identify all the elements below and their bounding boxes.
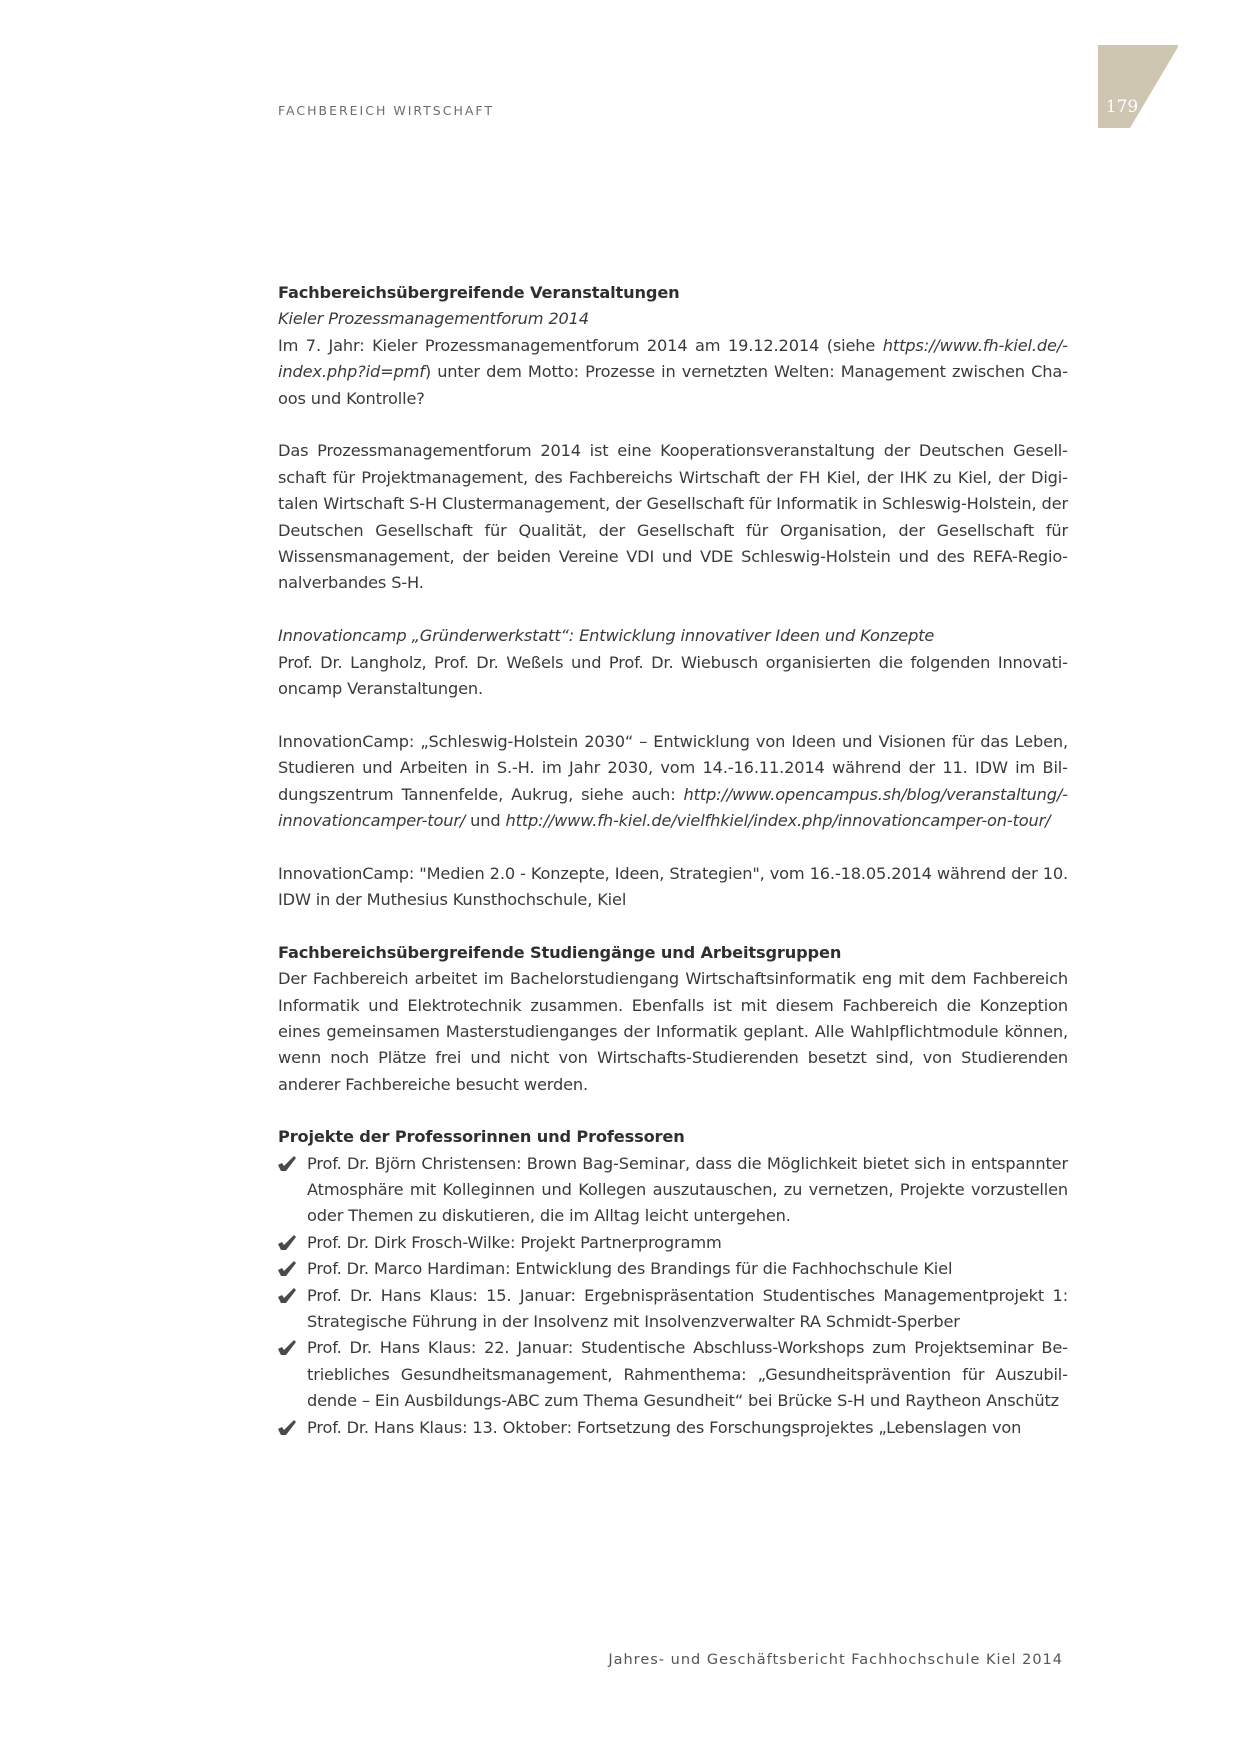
list-item xyxy=(278,1335,1068,1414)
page-number: 179 xyxy=(1105,97,1139,117)
pmf-link[interactable]: https://www.fh-kiel.de/index.php?id=pmf xyxy=(278,335,1068,382)
pmf-rest-text: ) unter dem Motto: Prozesse in vernetzten Welten: Management zwischen Chaoos und Kontrolle? xyxy=(278,362,1068,408)
list-item xyxy=(278,1230,1068,1256)
pmf-partners-paragraph: Das Prozessmanagementforum 2014 ist eine Kooperationsveranstaltung der Deutschen Gesellschaft für Projektmanagement, des Fachbereichs Wirtschaft der FH Kiel, der IHK zu Kiel, der Digitalen Wirtschaft S-H Clustermanagement, der Gesellschaft für Informatik in Schleswig-Holstein, der Deutschen Gesellschaft für Qualität, der Gesellschaft für Organisation, der Gesellschaft für Wissensmanagement, der beiden Vereine VDI und VDE Schleswig-Holstein und des REFA-Regionalverbandes S-H. xyxy=(278,441,1068,593)
list-item xyxy=(278,1415,1068,1441)
list-item-text: Prof. Dr. Björn Christensen: Brown Bag-Seminar, dass die Möglichkeit bietet sich in entspannter Atmosphäre mit Kolleginnen und Kollegen auszutauschen, zu vernetzen, Projekte vorzustellen oder Themen zu diskutieren, die im Alltag leicht untergehen. xyxy=(307,1153,1068,1226)
check-icon xyxy=(278,1288,296,1303)
list-item xyxy=(278,1151,1068,1230)
check-icon xyxy=(278,1340,296,1355)
camp2-paragraph: InnovationCamp: "Medien 2.0 - Konzepte, Ideen, Strategien", vom 16.-18.05.2014 während der 10. IDW in der Muthesius Kunsthochschule, Kiel xyxy=(278,863,1068,910)
check-icon xyxy=(278,1420,296,1435)
list-item-text: Prof. Dr. Marco Hardiman: Entwicklung des Brandings für die Fachhochschule Kiel xyxy=(307,1259,953,1279)
projects-heading: Projekte der Professorinnen und Professoren xyxy=(278,1127,685,1147)
check-icon xyxy=(278,1261,296,1276)
camp-title: Innovationcamp „Gründerwerkstatt“: Entwicklung innovativer Ideen und Konzepte xyxy=(278,626,935,646)
list-item xyxy=(278,1283,1068,1336)
page-content xyxy=(278,280,1068,1441)
camp1-and: und xyxy=(465,811,506,831)
list-item-text: Prof. Dr. Hans Klaus: 15. Januar: Ergebnispräsentation Studentisches Managementprojekt 1: Strategische Führung in der Insolvenz mit Insolvenzverwalter RA Schmidt-Sperber xyxy=(307,1285,1068,1331)
running-footer: Jahres- und Geschäftsbericht Fachhochschule Kiel 2014 xyxy=(608,1652,1063,1668)
camp1-text: InnovationCamp: „Schleswig-Holstein 2030“ – Entwicklung von Ideen und Visionen für das Leben, Studieren und Arbeiten in S.-H. im Jahr 2030, vom 14.-16.11.2014 während der 11. IDW im Bildungszentrum Tannenfelde, Aukrug, siehe auch: xyxy=(278,731,1068,804)
running-header: FACHBEREICH WIRTSCHAFT xyxy=(278,103,495,118)
programs-paragraph: Der Fachbereich arbeitet im Bachelorstudiengang Wirtschaftsinformatik eng mit dem Fachbereich Informatik und Elektrotechnik zusammen. Ebenfalls ist mit diesem Fachbereich die Konzeption eines gemeinsamen Masterstudienganges der Informatik geplant. Alle Wahlpflichtmodule können, wenn noch Plätze frei und nicht von Wirtschafts-Studierenden besetzt sind, von Studierenden anderer Fachbereiche besucht werden. xyxy=(278,969,1068,1094)
camp1-paragraph xyxy=(278,729,1068,835)
pmf-intro-text: Im 7. Jahr: Kieler Prozessmanagementforum 2014 am 19.12.2014 (siehe xyxy=(278,335,883,355)
events-heading: Fachbereichsübergreifende Veranstaltungen xyxy=(278,283,680,302)
list-item-text: Prof. Dr. Hans Klaus: 13. Oktober: Fortsetzung des Forschungsprojektes „Lebenslagen von xyxy=(307,1417,1022,1437)
pmf-title: Kieler Prozessmanagementforum 2014 xyxy=(278,309,589,329)
camp-intro-paragraph: Prof. Dr. Langholz, Prof. Dr. Weßels und Prof. Dr. Wiebusch organisierten die folgenden Innovationcamp Veranstaltungen. xyxy=(278,652,1068,699)
programs-heading: Fachbereichsübergreifende Studiengänge und Arbeitsgruppen xyxy=(278,942,842,962)
list-item-text: Prof. Dr. Dirk Frosch-Wilke: Projekt Partnerprogramm xyxy=(307,1232,722,1252)
camp1-link-opencampus[interactable]: http://www.opencampus.sh/blog/veranstaltung/innovationcamper-tour/ xyxy=(278,784,1068,831)
check-icon xyxy=(278,1235,296,1250)
list-item xyxy=(278,1256,1068,1282)
check-icon xyxy=(278,1156,296,1171)
pmf-intro-paragraph xyxy=(278,333,1068,412)
projects-list xyxy=(278,1151,1068,1441)
camp1-link-fhkiel[interactable]: http://www.fh-kiel.de/vielfhkiel/index.php/innovationcamper-on-tour/ xyxy=(505,811,1051,831)
list-item-text: Prof. Dr. Hans Klaus: 22. Januar: Studentische Abschluss-Workshops zum Projektseminar Betriebliches Gesundheitsmanagement, Rahmenthema: „Gesundheitsprävention für Auszubildende – Ein Ausbildungs-ABC zum Thema Gesundheit“ bei Brücke S-H und Raytheon Anschütz xyxy=(307,1338,1068,1411)
